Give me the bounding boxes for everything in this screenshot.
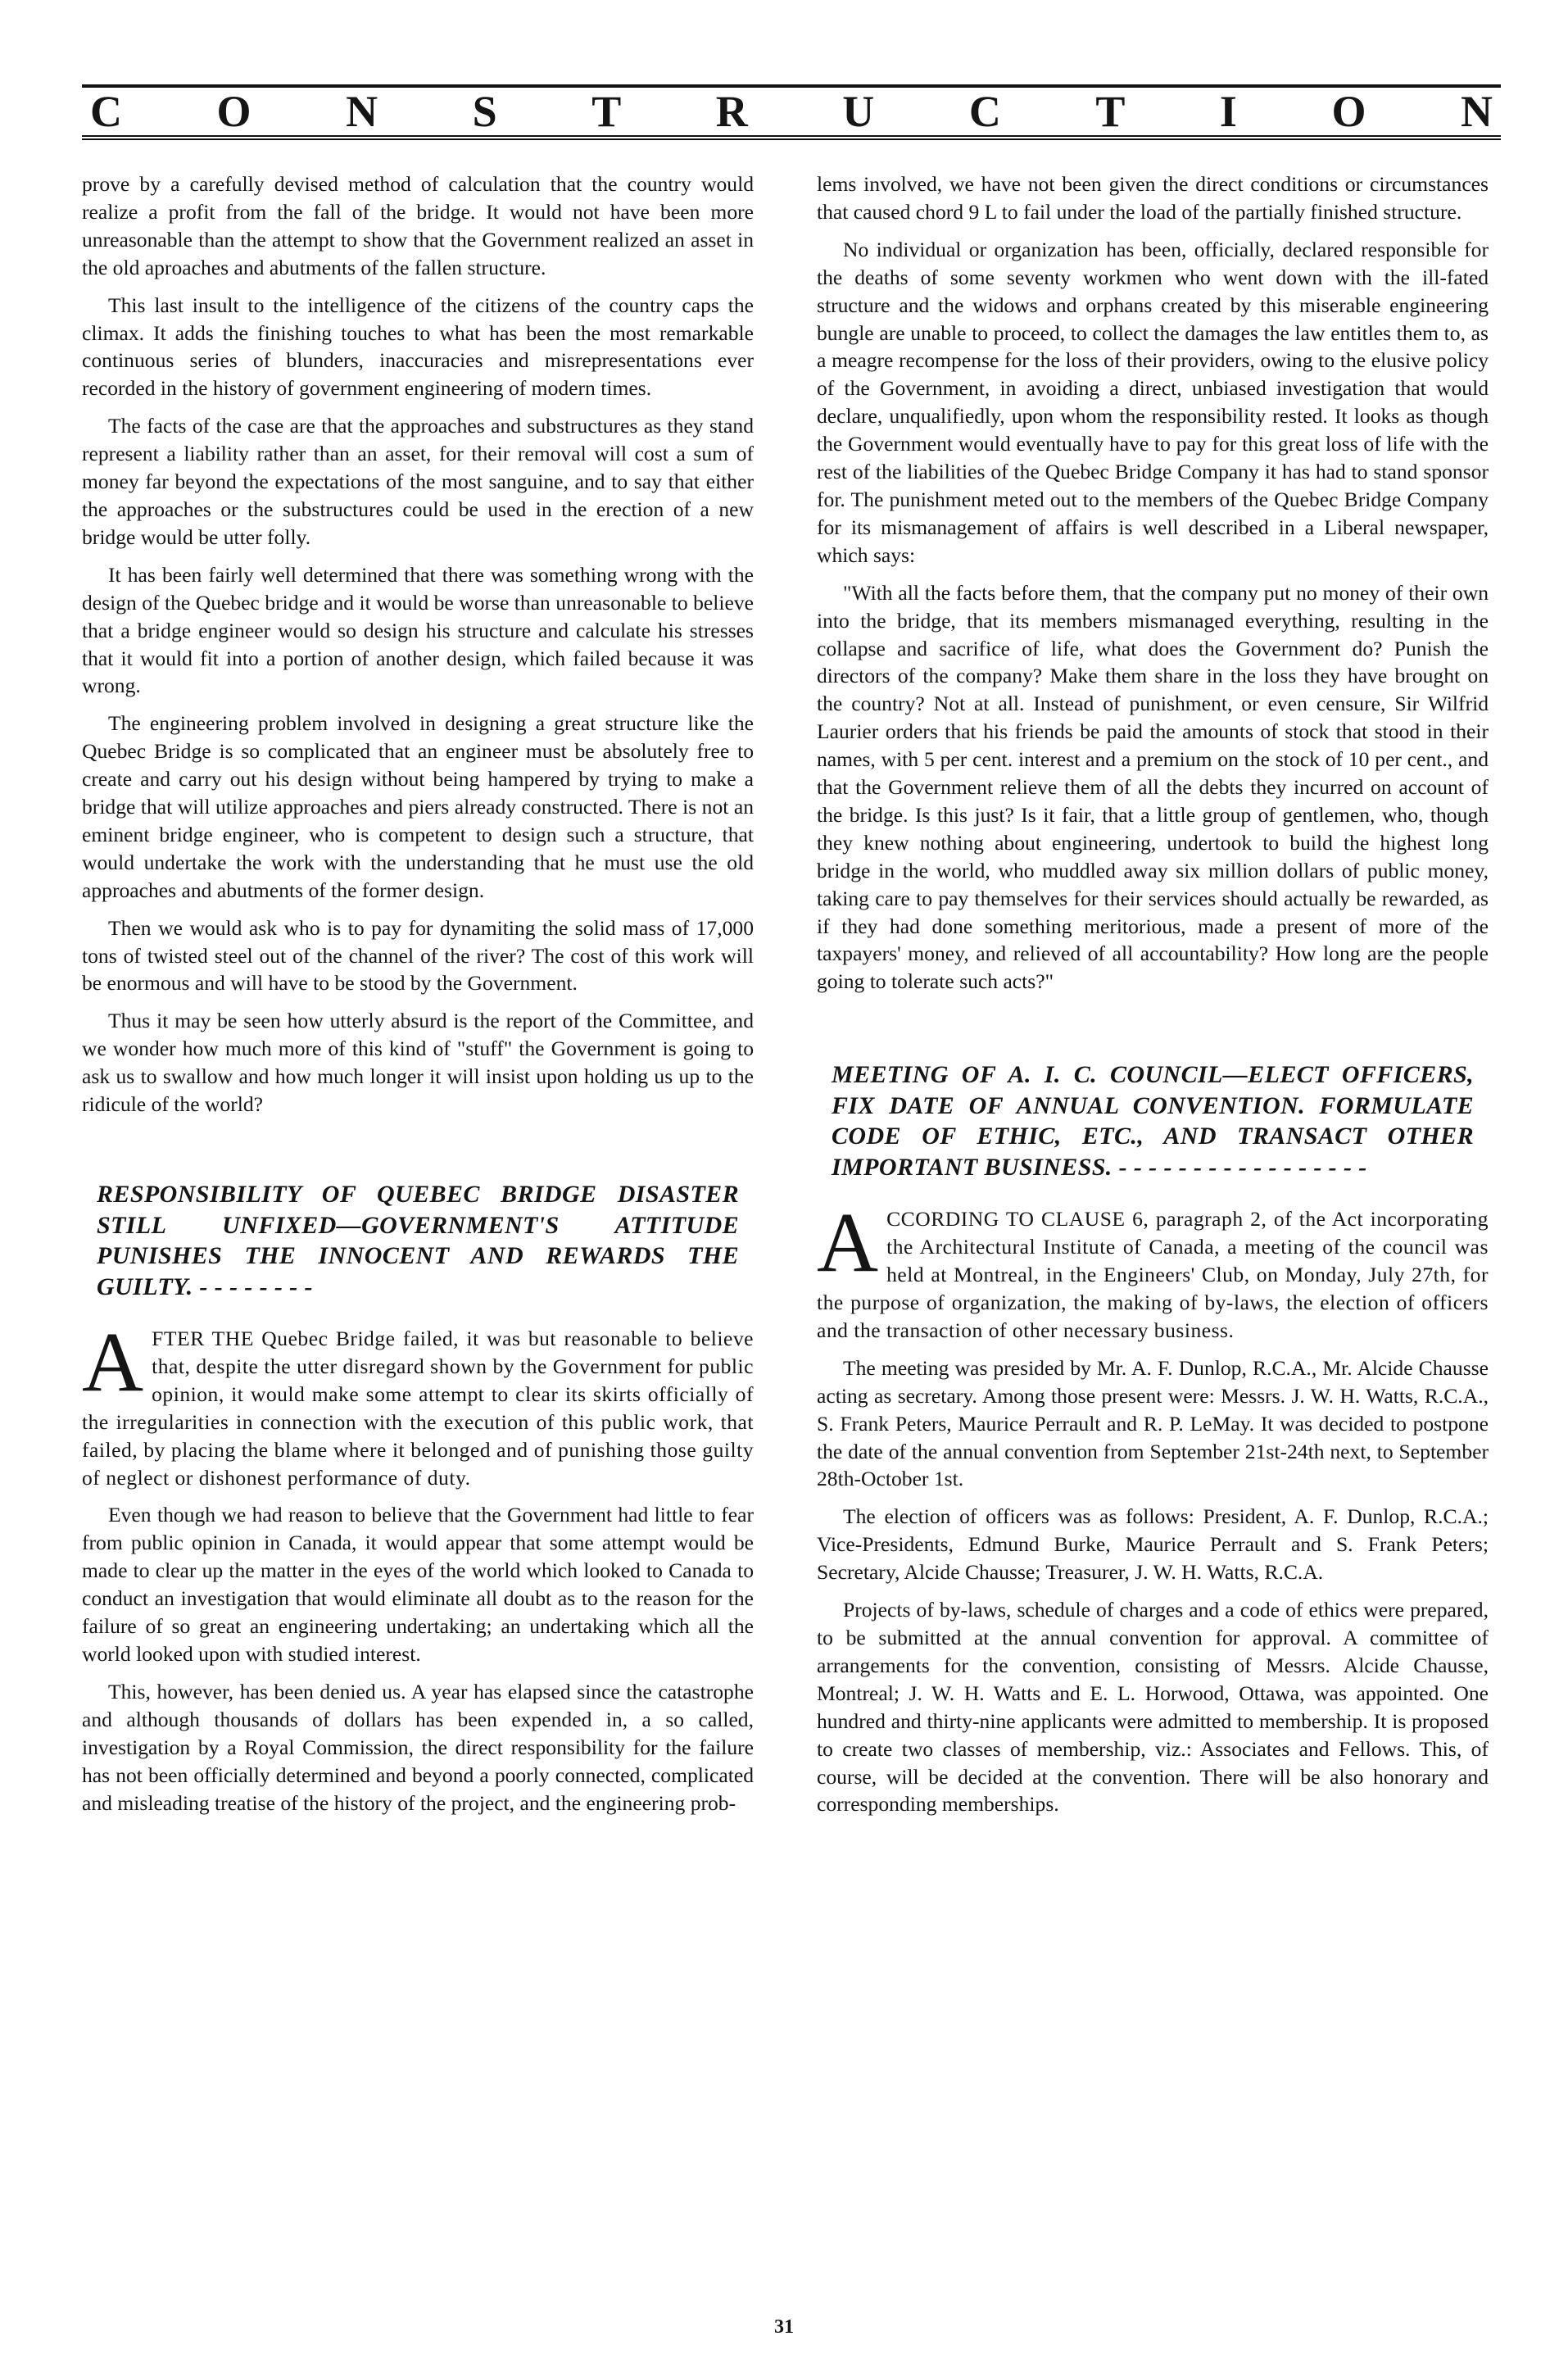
article-lead-paragraph	[82, 1315, 754, 1491]
masthead-letter: O	[216, 87, 252, 136]
right-column	[817, 170, 1489, 1828]
article-heading-aic-council: MEETING OF A. I. C. COUNCIL—ELECT OFFICERS, FIX DATE OF ANNUAL CONVENTION. FORMULATE CODE OF ETHIC, ETC., AND TRANSACT OTHER IMPORTANT BUSINESS. - - - - - - - - - - - - - - - - -	[832, 1061, 1474, 1181]
article-lead-paragraph	[817, 1195, 1489, 1345]
paragraph: This last insult to the intelligence of the citizens of the country caps the climax. It adds the finishing touches to what has been the most remarkable continuous series of blunders, inaccuracies and misrepresentations ever recorded in the history of government engineering of modern times.	[82, 293, 754, 401]
paragraph: The election of officers was as follows: President, A. F. Dunlop, R.C.A.; Vice-Presidents, Edmund Burke, Maurice Perrault and S. Frank Peters; Secretary, Alcide Chausse; Treasurer, J. W. H. Watts, R.C.A.	[817, 1504, 1489, 1585]
paragraph: Projects of by-laws, schedule of charges and a code of ethics were prepared, to be submitted at the annual convention for approval. A committee of arrangements for the convention, consisting of Messrs. Alcide Chausse, Montreal; J. W. H. Watts and E. L. Horwood, Ottawa, was appointed. One hundred and thirty-nine applicants were admitted to membership. It is proposed to create two classes of membership, viz.: Associates and Fellows. This, of course, will be decided at the convention. There will be also honorary and corresponding memberships.	[817, 1598, 1489, 1817]
masthead-letter: C	[90, 87, 122, 136]
masthead-letter: O	[1331, 87, 1366, 136]
article-heading-quebec-bridge: RESPONSIBILITY OF QUEBEC BRIDGE DISASTER STILL UNFIXED—GOVERNMENT'S ATTITUDE PUNISHES THE INNOCENT AND REWARDS THE GUILTY. - - - - - - - -	[97, 1181, 739, 1300]
paragraph: The engineering problem involved in designing a great structure like the Quebec Bridge is so complicated that an engineer must be absolutely free to create and carry out his design without being hampered by trying to make a bridge that will utilize approaches and piers already constructed. There is not an eminent bridge engineer, who is competent to design such a structure, that would undertake the work with the understanding that he must use the old approaches and abutments of the former design.	[82, 711, 754, 902]
masthead-letter: S	[472, 87, 497, 136]
masthead-letter: T	[591, 87, 622, 136]
paragraph: The facts of the case are that the approaches and substructures as they stand represent a liability rather than an asset, for their removal will cost a sum of money far beyond the expectations of the most sanguine, and to say that either the approaches or the substructures could be used in the erection of a new bridge would be utter folly.	[82, 414, 754, 549]
masthead-letter: N	[1461, 87, 1493, 136]
masthead-letter: N	[346, 87, 378, 136]
masthead-letter: T	[1095, 87, 1126, 136]
left-column	[82, 170, 754, 1826]
paragraph: The meeting was presided by Mr. A. F. Dunlop, R.C.A., Mr. Alcide Chausse acting as secretary. Among those present were: Messrs. J. W. H. Watts, R.C.A., S. Frank Peters, Maurice Perrault and R. P. LeMay. It was decided to postpone the date of the annual convention from September 21st-24th next, to September 28th-October 1st.	[817, 1355, 1489, 1491]
paragraph: lems involved, we have not been given the direct conditions or circumstances that caused chord 9 L to fail under the load of the partially finished structure.	[817, 172, 1489, 224]
paragraph: No individual or organization has been, officially, declared responsible for the deaths of some seventy workmen who went down with the ill-fated structure and the widows and orphans created by this miserable engineering bungle are unable to proceed, to collect the damages the law entitles them to, as a meagre recompense for the loss of their providers, owing to the elusive policy of the Government, in avoiding a direct, unbiased investigation that would declare, unqualifiedly, upon whom the responsibility rested. It looks as though the Government would eventually have to pay for this great loss of life with the rest of the liabilities of the Quebec Bridge Company it has had to stand sponsor for. The punishment meted out to the members of the Quebec Bridge Company for its mismanagement of affairs is well described in a Liberal newspaper, which says:	[817, 237, 1489, 567]
drop-cap: A	[817, 1195, 879, 1291]
paragraph: Then we would ask who is to pay for dynamiting the solid mass of 17,000 tons of twisted steel out of the channel of the river? The cost of this work will be enormous and will have to be stood by the Government.	[82, 915, 754, 996]
drop-cap: A	[82, 1315, 144, 1409]
masthead-letter: I	[1219, 87, 1237, 136]
quoted-passage: "With all the facts before them, that the company put no money of their own into the bridge, that its members mismanaged everything, resulting in the collapse and sacrifice of life, what does the Government do? Punish the directors of the company? Make them share in the loss they have brought on the country? Not at all. Instead of punishment, or even censure, Sir Wilfrid Laurier orders that his friends be paid the amounts of stock that stood in their names, with 5 per cent. interest and a premium on the stock of 10 per cent., and that the Government relieve them of all the debts they incurred on account of the bridge. Is this just? Is it fair, that a little group of gentlemen, who, though they knew nothing about engineering, undertook to build the highest long bridge in the world, who muddled away six million dollars of public money, taking care to pay themselves for their services should actually be rewarded, as if they had done something meritorious, made a present of more of the taxpayers' money, and relieved of all accountability? How long are the people going to tolerate such acts?"	[817, 580, 1489, 994]
page-number: 31	[774, 2316, 794, 2338]
paragraph: Thus it may be seen how utterly absurd is the report of the Committee, and we wonder how much more of this kind of "stuff" the Government is going to ask us to swallow and how much longer it will insist upon holding us up to the ridicule of the world?	[82, 1009, 754, 1117]
masthead-letter: C	[968, 87, 1001, 136]
masthead-title	[82, 88, 1501, 135]
paragraph: It has been fairly well determined that there was something wrong with the design of the Quebec bridge and it would be worse than unreasonable to believe that a bridge engineer would so design his structure and calculate his stresses that it would fit into a portion of another design, which failed because it was wrong.	[82, 562, 754, 698]
masthead-letter: U	[842, 87, 875, 136]
lead-text: CCORDING TO CLAUSE 6, paragraph 2, of the Act incorporating the Architectural Institute of Canada, a meeting of the council was held at Montreal, in the Engineers' Club, on Monday, July 27th, for the purpose of organization, the making of by-laws, the election of officers and the transaction of other necessary business.	[817, 1207, 1489, 1342]
lead-text: FTER THE Quebec Bridge failed, it was but reasonable to believe that, despite the utter disregard shown by the Government for public opinion, it would make some attempt to clear its skirts officially of the irregularities in connection with the execution of this public work, that failed, by placing the blame where it belonged and of punishing those guilty of neglect or dishonest performance of duty.	[82, 1327, 754, 1490]
paragraph: prove by a carefully devised method of calculation that the country would realize a profit from the fall of the bridge. It would not have been more unreasonable than the attempt to show that the Government realized an asset in the old aproaches and abutments of the fallen structure.	[82, 172, 754, 279]
paragraph: Even though we had reason to believe that the Government had little to fear from public opinion in Canada, it would appear that some attempt would be made to clear up the matter in the eyes of the world which looked to Canada to conduct an investigation that would eliminate all doubt as to the reason for the failure of so great an engineering undertaking; an undertaking which all the world looked upon with studied interest.	[82, 1503, 754, 1666]
paragraph: This, however, has been denied us. A year has elapsed since the catastrophe and although thousands of dollars has been expended in, a so called, investigation by a Royal Commission, the direct responsibility for the failure has not been officially determined and beyond a poorly connected, complicated and misleading treatise of the history of the project, and the engineering prob-	[82, 1679, 754, 1815]
masthead	[82, 84, 1501, 140]
masthead-letter: R	[715, 87, 748, 136]
